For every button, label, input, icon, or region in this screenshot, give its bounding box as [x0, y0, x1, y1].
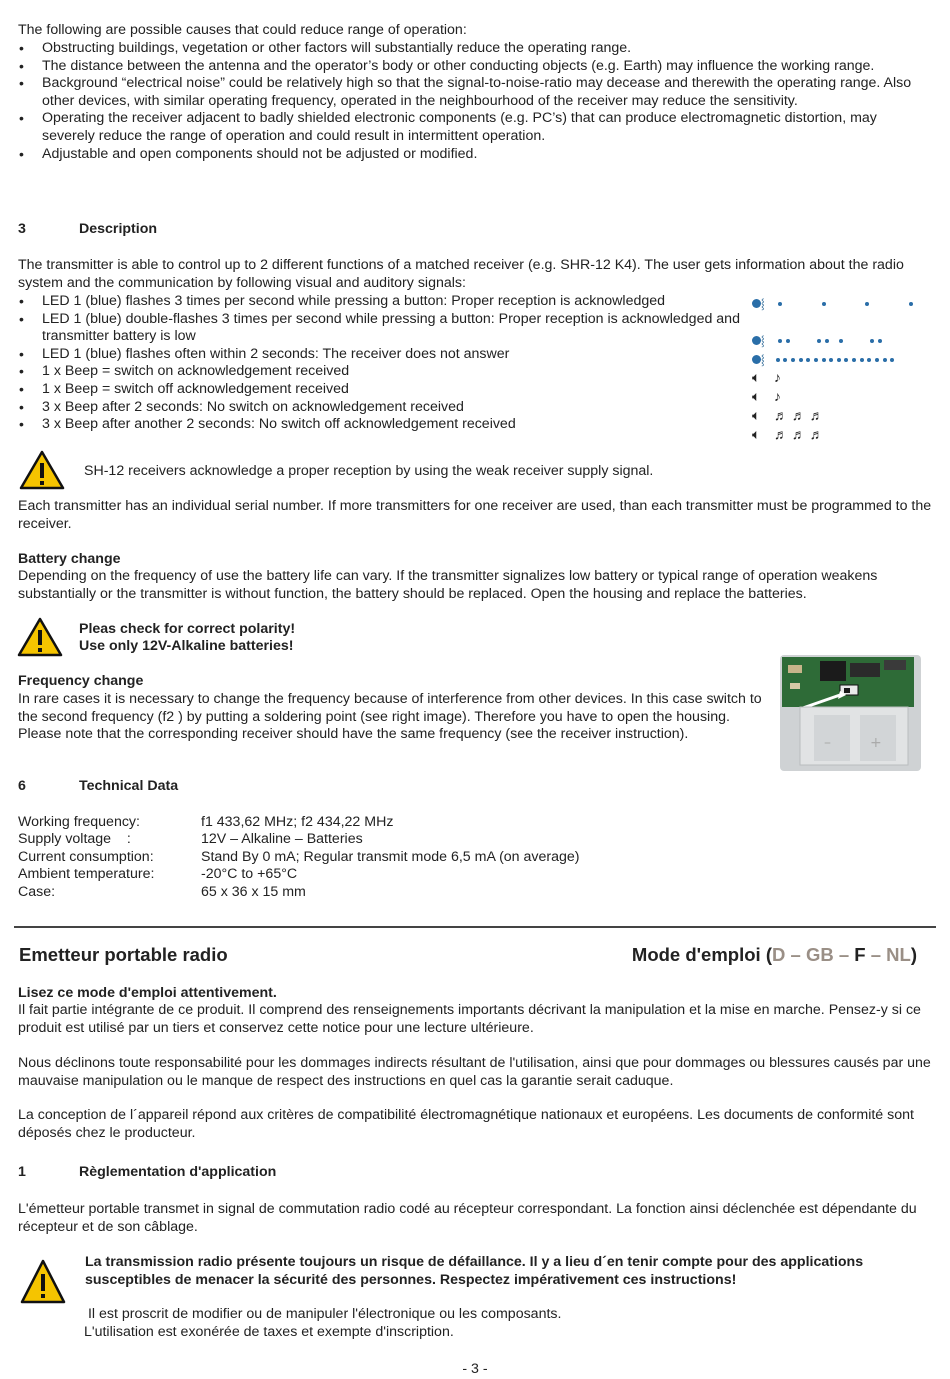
- read-text: Il fait partie intégrante de ce produit. Il comprend des renseignements importants décrivant la manipulation et la mise en marche. Pensez-y si ce produit est utilisé par un tiers et conservez cette notice pour une lecture ultérieure.: [18, 1002, 921, 1036]
- warning-text-receivers: SH-12 receivers acknowledge a proper reception by using the weak receiver supply signal.: [84, 463, 654, 479]
- warning-icon: [20, 1259, 66, 1305]
- list-item: • Obstructing buildings, vegetation or other factors will substantially reduce the operating range.: [18, 40, 933, 58]
- conformity-text: La conception de l´appareil répond aux critères de compatibilité électromagnétique nationaux et européens. Les documents de conformité sont déposés chez le producteur.: [18, 1107, 914, 1141]
- polarity-warning: Pleas check for correct polarity!: [79, 621, 296, 637]
- causes-list: [18, 40, 933, 163]
- modification-warning: Il est proscrit de modifier ou de manipuler l'électronique ou les composants.: [84, 1306, 562, 1322]
- list-item: • 1 x Beep = switch on acknowledgement received: [18, 363, 748, 381]
- tech-value: f1 433,62 MHz; f2 434,22 MHz: [201, 814, 394, 830]
- tech-label: Supply voltage :: [18, 831, 131, 847]
- tech-label: Case:: [18, 884, 56, 900]
- led-flash-3x-icon: ⸾: [752, 294, 913, 312]
- circuit-board-image: [780, 655, 921, 771]
- list-item: • LED 1 (blue) flashes often within 2 seconds: The receiver does not answer: [18, 346, 748, 364]
- tech-value: 65 x 36 x 15 mm: [201, 884, 306, 900]
- tax-exemption-text: L'utilisation est exonérée de taxes et exempte d'inscription.: [84, 1324, 454, 1340]
- list-item: • LED 1 (blue) double-flashes 3 times per second while pressing a button: Proper reception is acknowledged and transmitter battery is low: [18, 311, 748, 346]
- read-title: Lisez ce mode d'emploi attentivement.: [18, 985, 277, 1001]
- language-selector: Mode d'emploi (D – GB – F – NL): [631, 944, 917, 965]
- application-text: L'émetteur portable transmet in signal de commutation radio codé au récepteur correspondant. La fonction ainsi déclenchée est dépendante du récepteur et de son câblage.: [18, 1201, 917, 1235]
- list-item: • 3 x Beep after another 2 seconds: No switch off acknowledgement received: [18, 416, 748, 434]
- speaker-triple-beep-icon: 🔈︎ ♬ ♬ ♬: [752, 407, 824, 423]
- tech-label: Current consumption:: [18, 849, 154, 865]
- tech-value: Stand By 0 mA; Regular transmit mode 6,5 mA (on average): [201, 849, 580, 865]
- list-item: • 3 x Beep after 2 seconds: No switch on acknowledgement received: [18, 399, 748, 417]
- tech-label: Ambient temperature:: [18, 866, 155, 882]
- speaker-triple-beep-icon: 🔈︎ ♬ ♬ ♬: [752, 426, 824, 442]
- french-title: Emetteur portable radio: [19, 944, 228, 965]
- section-heading-description: 3 Description: [18, 221, 158, 237]
- speaker-beep-icon: 🔈︎ ♪: [752, 369, 781, 385]
- tech-value: -20°C to +65°C: [201, 866, 298, 882]
- list-item: • Operating the receiver adjacent to badly shielded electronic components (e.g. PC’s) that can produce electromagnetic distortion, may severely reduce the range of operation and could result in intermittent operation.: [18, 110, 933, 145]
- intro-text: The following are possible causes that could reduce range of operation:: [18, 22, 467, 38]
- tech-label: Working frequency:: [18, 814, 140, 830]
- page-number: - 3 -: [462, 1361, 488, 1377]
- section-divider: [14, 926, 936, 928]
- section-heading-technical-data: 6 Technical Data: [18, 778, 179, 794]
- list-item: • The distance between the antenna and the operator’s body or other conducting objects (e.g. Earth) may influence the working range.: [18, 58, 933, 76]
- tech-value: 12V – Alkaline – Batteries: [201, 831, 363, 847]
- svg-text:–: –: [824, 735, 831, 751]
- list-item: • 1 x Beep = switch off acknowledgement received: [18, 381, 748, 399]
- svg-text:+: +: [870, 735, 882, 751]
- led-double-flash-icon: ⸾: [752, 331, 882, 349]
- list-item: • Adjustable and open components should not be adjusted or modified.: [18, 146, 933, 164]
- description-intro: The transmitter is able to control up to 2 different functions of a matched receiver (e.g. SHR-12 K4). The user gets information about the radio system and the communication by following visual and auditory signals:: [18, 257, 904, 291]
- battery-change-title: Battery change: [18, 551, 121, 567]
- warning-icon: [17, 617, 63, 657]
- radio-risk-warning: La transmission radio présente toujours un risque de défaillance. Il y a lieu d´en tenir compte pour des applications susceptibles de menacer la sécurité des personnes. Respectez impérativement ces instructions!: [85, 1254, 864, 1288]
- led-rapid-flash-icon: ⸾: [752, 350, 894, 368]
- liability-text: Nous déclinons toute responsabilité pour les dommages indirects résultant de l'utilisation, ainsi que pour dommages ou blessures causés par une mauvaise manipulation ou le manque de respect des instructions en quel cas la garantie serait caduque.: [18, 1055, 931, 1089]
- frequency-change-text: In rare cases it is necessary to change the frequency because of interference from other devices. In this case switch to the second frequency (f2 ) by putting a soldering point (see right image). Therefore you have to open the housing. Please note that the corresponding receiver should have the same frequency (see the receiver instruction).: [18, 691, 762, 743]
- list-item: • Background “electrical noise” could be relatively high so that the signal-to-noise-ratio may decease and therewith the operating range. Also other devices, with similar operating frequency, operated in the neighbourhood of the receiver may reduce the sensitivity.: [18, 75, 933, 110]
- signals-list: [18, 293, 748, 434]
- section-heading-reglementation: 1 Règlementation d'application: [18, 1164, 277, 1180]
- serial-number-text: Each transmitter has an individual serial number. If more transmitters for one receiver are used, than each transmitter must be programmed to the receiver.: [18, 498, 932, 532]
- battery-change-text: Depending on the frequency of use the battery life can vary. If the transmitter signalizes low battery or typical range of operation weakens substantially or the transmitter is without function, the battery should be replaced. Open the housing and replace the batteries.: [18, 568, 878, 602]
- warning-icon: [19, 450, 65, 490]
- speaker-beep-icon: 🔈︎ ♪: [752, 388, 781, 404]
- alkaline-warning: Use only 12V-Alkaline batteries!: [79, 638, 294, 654]
- frequency-change-title: Frequency change: [18, 673, 144, 689]
- list-item: • LED 1 (blue) flashes 3 times per second while pressing a button: Proper reception is acknowledged: [18, 293, 748, 311]
